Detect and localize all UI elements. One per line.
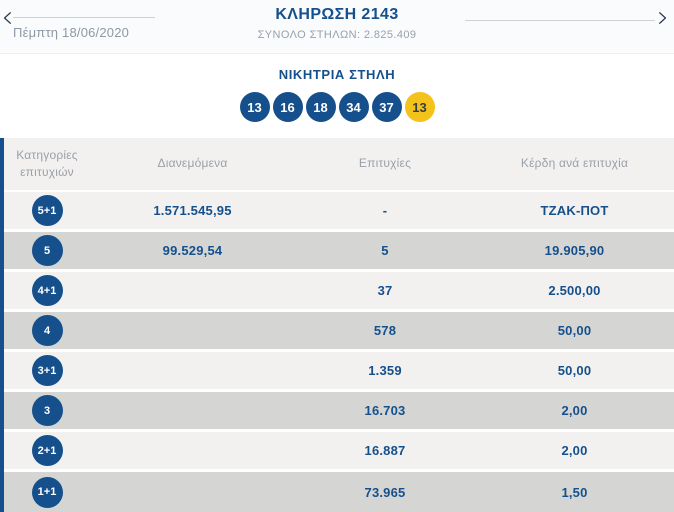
category-badge: 2+1 [32,435,63,466]
winners-value: 5 [381,243,389,258]
column-header-winners: Επιτυχίες [358,156,412,171]
prize-table-header [4,138,674,190]
prize-value: 1,50 [561,484,588,500]
winning-number-ball: 13 [240,92,270,122]
prize-table-row [4,192,674,229]
winning-numbers-title: ΝΙΚΗΤΡΙΑ ΣΤΗΛΗ [278,67,396,82]
prize-table-body [4,192,674,512]
column-header-categories: Κατηγορίες επιτυχιών [16,147,78,179]
prize-value: 2,00 [561,403,588,418]
draw-title: ΚΛΗΡΩΣΗ 2143 [275,6,399,23]
prize-table-row [4,392,674,429]
winners-value: 16.703 [364,403,406,418]
winners-value: 37 [377,283,393,298]
draw-date: Πέμπτη 18/06/2020 [13,25,130,40]
prize-table-row [4,352,674,389]
prize-table [0,138,674,512]
distributed-value: 1.571.545,95 [153,203,232,218]
winners-value: 578 [373,323,397,338]
prize-table-row [4,312,674,349]
prize-value: 50,00 [557,363,592,378]
prize-table-row [4,272,674,309]
category-badge: 3 [32,395,63,426]
winning-number-ball: 37 [372,92,402,122]
prize-value: 50,00 [557,323,592,338]
category-badge: 4+1 [32,275,63,306]
winning-numbers-section [0,54,674,139]
category-badge: 4 [32,315,63,346]
winning-numbers-row [0,92,674,122]
winning-number-ball: 34 [339,92,369,122]
draw-header [258,6,417,41]
chevron-right-icon [655,9,673,27]
category-badge: 1+1 [32,477,63,508]
prize-value: 19.905,90 [544,243,605,258]
next-draw-button[interactable] [655,9,673,27]
distributed-value: 99.529,54 [162,243,223,258]
winning-number-ball: 18 [306,92,336,122]
category-badge: 3+1 [32,355,63,386]
joker-number-ball: 13 [405,92,435,122]
prize-value: ΤΖΑΚ-ΠΟΤ [540,203,609,218]
column-header-prize: Κέρδη ανά επιτυχία [520,156,629,171]
prize-value: 2.500,00 [548,283,601,298]
draw-navigation-bar [0,0,674,54]
category-badge: 5+1 [32,195,63,226]
prize-table-row [4,472,674,512]
winners-value: 73.965 [364,484,406,500]
winners-value: 16.887 [364,443,406,458]
column-header-distributed: Διανεμόμενα [157,156,228,171]
next-draw-divider [465,20,655,21]
total-columns-label: ΣΥΝΟΛΟ ΣΤΗΛΩΝ: 2.825.409 [257,29,417,41]
winning-number-ball: 16 [273,92,303,122]
category-badge: 5 [32,235,63,266]
winners-value: 1.359 [368,363,402,378]
prize-value: 2,00 [561,443,588,458]
prize-table-row [4,232,674,269]
prize-table-row [4,432,674,469]
winners-value: - [382,203,388,218]
previous-draw-divider [13,17,155,40]
